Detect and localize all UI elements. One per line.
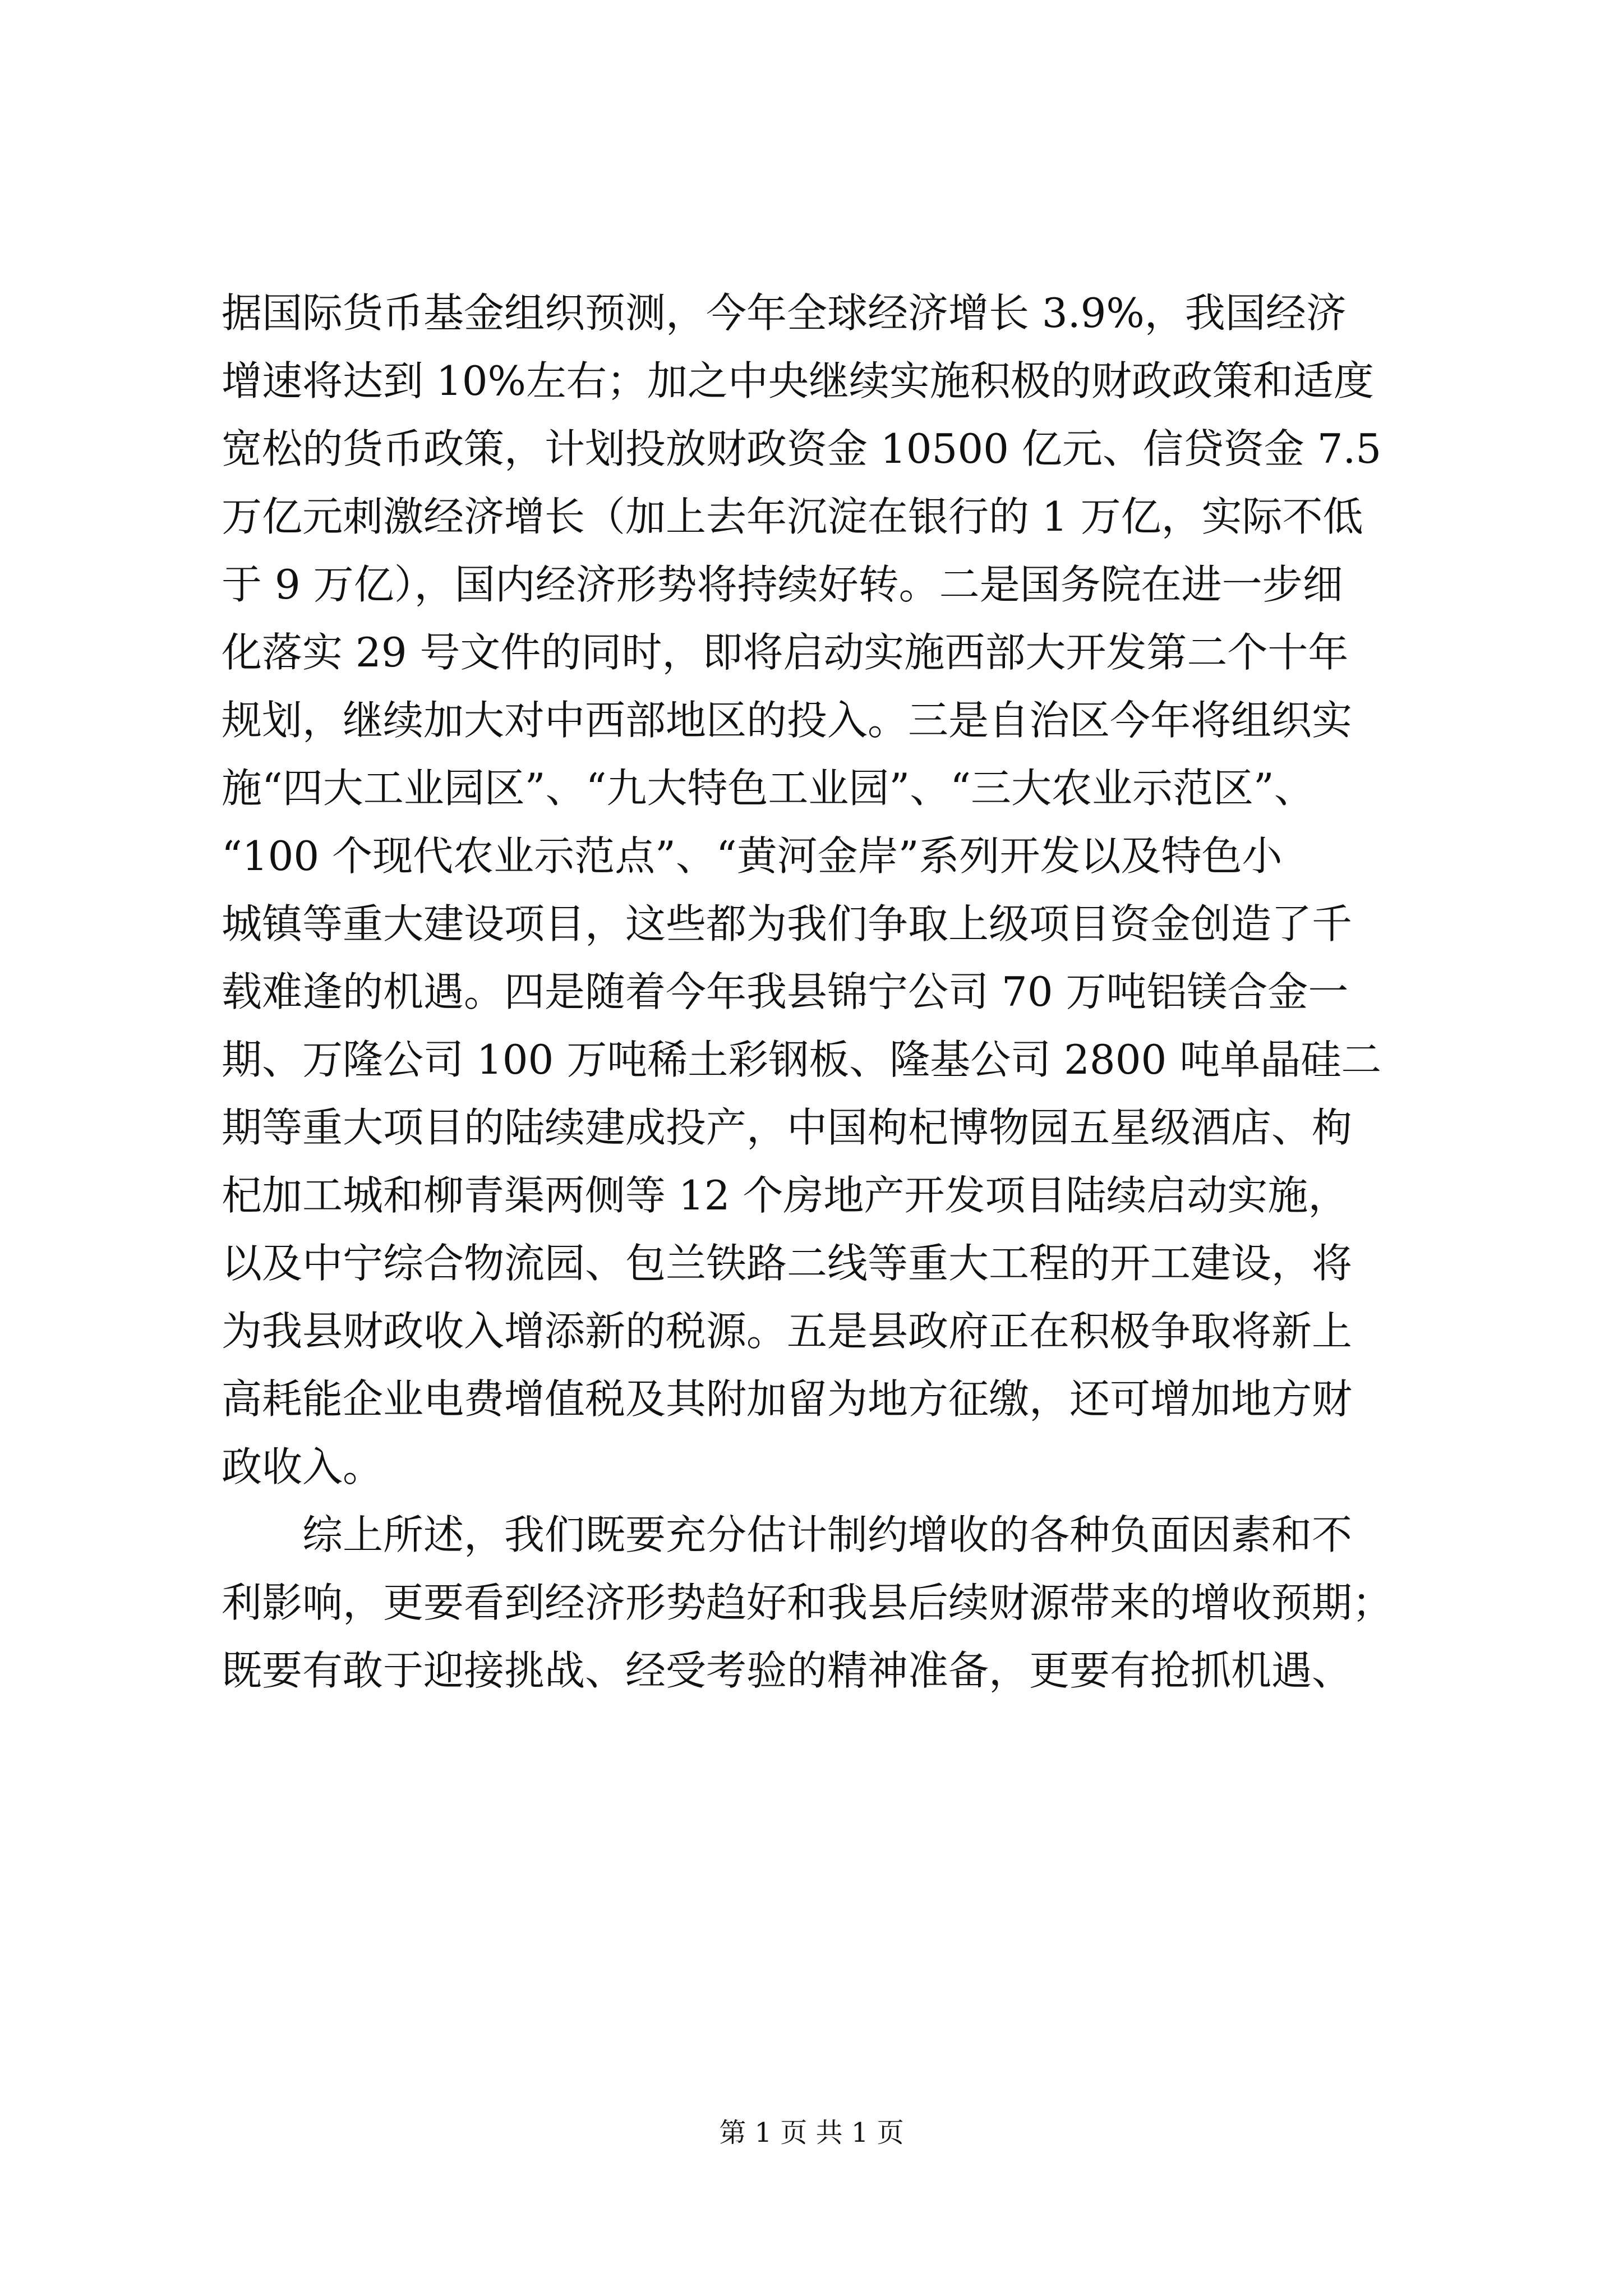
text-line: 城镇等重大建设项目，这些都为我们争取上级项目资金创造了千 (222, 900, 1353, 947)
text-line: 据国际货币基金组织预测，今年全球经济增长 3.9%，我国经济 (222, 289, 1347, 337)
text-line: 规划，继续加大对中西部地区的投入。三是自治区今年将组织实 (222, 697, 1353, 744)
page-number: 第 1 页 共 1 页 (719, 2117, 904, 2148)
text-line: 既要有敢于迎接挑战、经受考验的精神准备，更要有抢抓机遇、 (222, 1647, 1353, 1694)
text-line: 以及中宁综合物流园、包兰铁路二线等重大工程的开工建设，将 (222, 1240, 1353, 1287)
text-line: 宽松的货币政策，计划投放财政资金 10500 亿元、信贷资金 7.5 (222, 425, 1382, 472)
text-line: 万亿元刺激经济增长（加上去年沉淀在银行的 1 万亿，实际不低 (222, 493, 1363, 540)
text-line: 杞加工城和柳青渠两侧等 12 个房地产开发项目陆续启动实施， (222, 1172, 1349, 1219)
text-line: 政收入。 (222, 1443, 384, 1490)
text-line: 于 9 万亿），国内经济形势将持续好转。二是国务院在进一步细 (222, 561, 1343, 608)
text-line: 期、万隆公司 100 万吨稀土彩钢板、隆基公司 2800 吨单晶硅二 (222, 1036, 1382, 1083)
text-line: 期等重大项目的陆续建成投产，中国枸杞博物园五星级酒店、枸 (222, 1104, 1353, 1151)
text-line: 载难逢的机遇。四是随着今年我县锦宁公司 70 万吨铝镁合金一 (222, 968, 1349, 1015)
text-line: 为我县财政收入增添新的税源。五是县政府正在积极争取将新上 (222, 1308, 1353, 1355)
text-line: 增速将达到 10%左右；加之中央继续实施积极的财政政策和适度 (222, 357, 1374, 404)
text-line: 施“四大工业园区”、“九大特色工业园”、“三大农业示范区”、 (222, 765, 1315, 812)
text-line: “100 个现代农业示范点”、“黄河金岸”系列开发以及特色小 (222, 832, 1283, 880)
text-line: 高耗能企业电费增值税及其附加留为地方征缴，还可增加地方财 (222, 1375, 1353, 1423)
page-footer (0, 2116, 1623, 2150)
text-line: 化落实 29 号文件的同时，即将启动实施西部大开发第二个十年 (222, 629, 1349, 676)
text-line: 利影响，更要看到经济形势趋好和我县后续财源带来的增收预期； (222, 1579, 1393, 1626)
body-text (222, 286, 1410, 1711)
paragraph-start-line: 综上所述，我们既要充分估计制约增收的各种负面因素和不 (302, 1511, 1353, 1558)
